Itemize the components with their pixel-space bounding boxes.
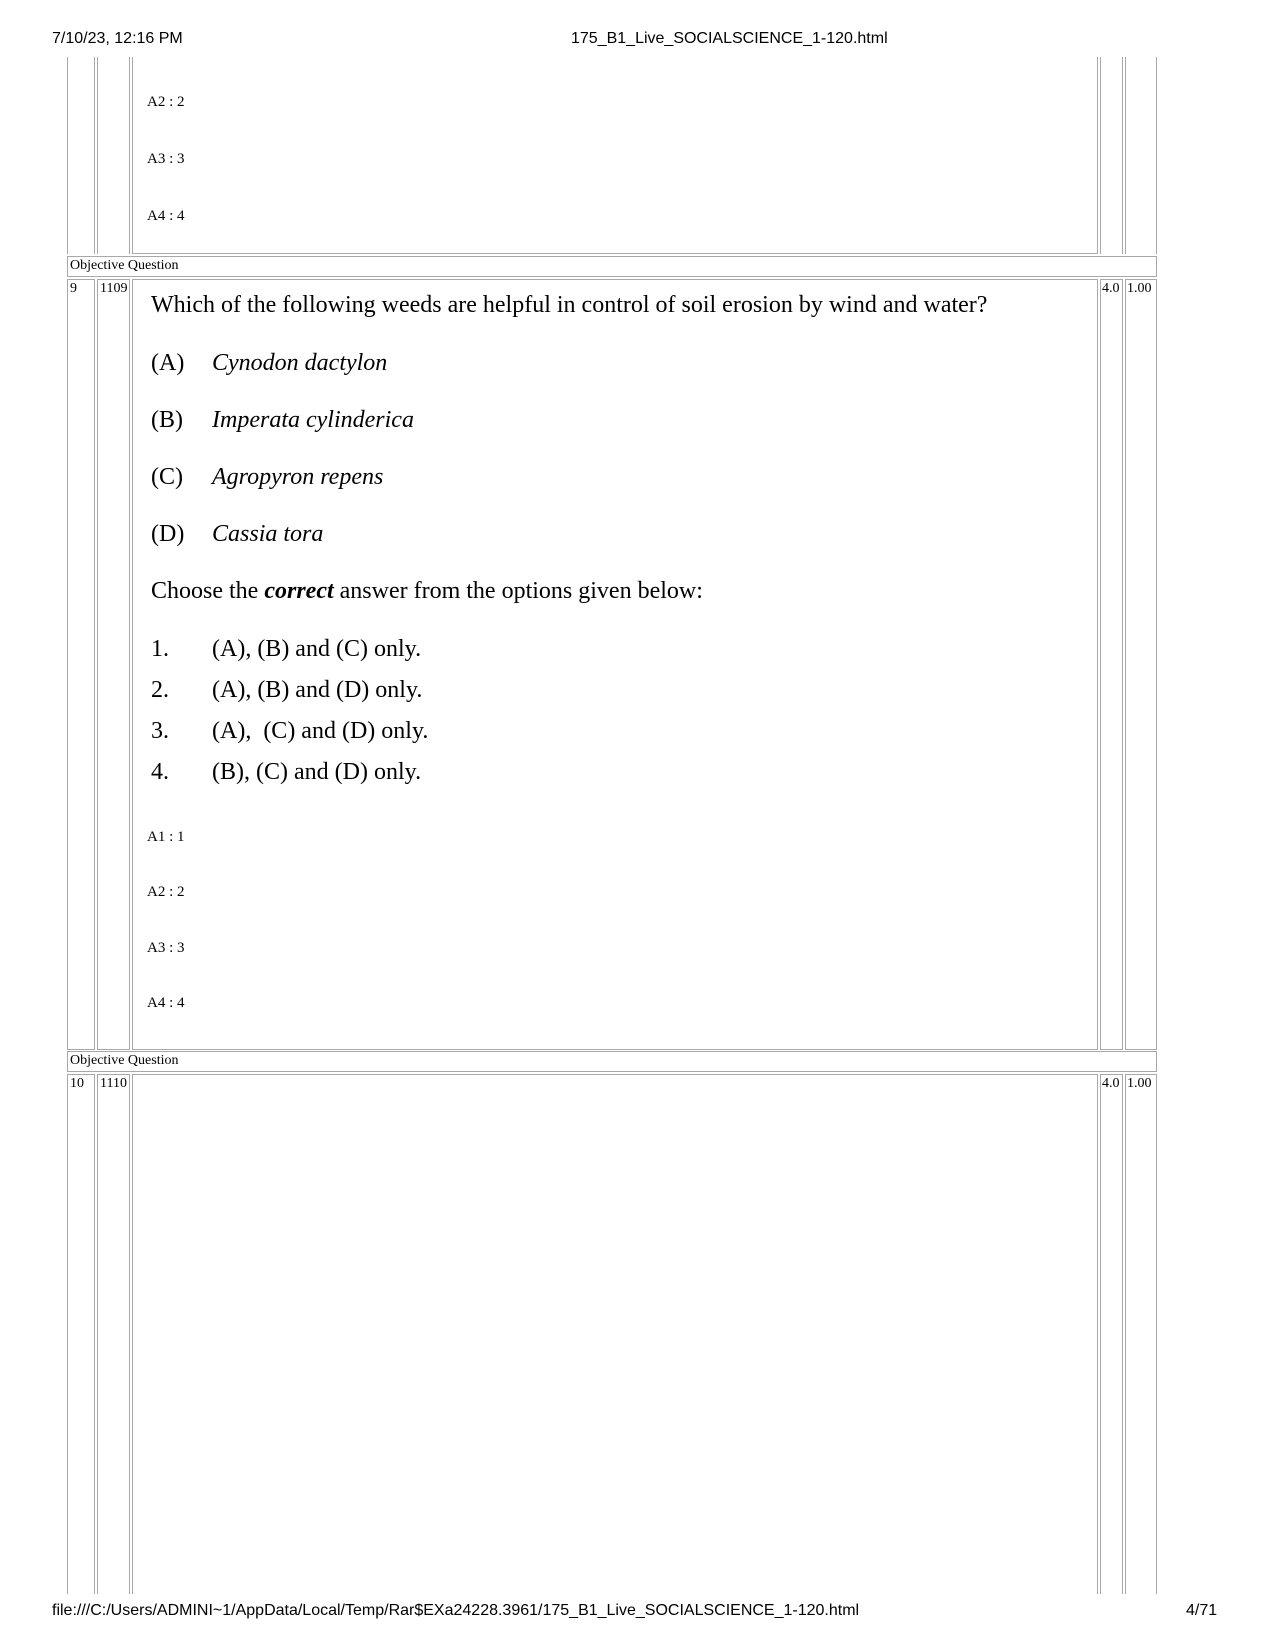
answer-option: A2 : 2	[147, 884, 185, 900]
choice-text: (A), (C) and (D) only.	[212, 718, 429, 744]
page-indicator: 4/71	[1186, 1602, 1218, 1619]
choice-text: (A), (B) and (C) only.	[212, 636, 422, 662]
instruction-post: answer from the options given below:	[333, 578, 703, 604]
option-text: Imperata cylinderica	[212, 407, 414, 433]
question-cell	[132, 279, 1098, 1050]
answer-option: A3 : 3	[147, 940, 185, 956]
question-cell	[132, 1074, 1098, 1594]
question-type-label: Objective Question	[70, 258, 179, 273]
serial-cell	[67, 279, 95, 1050]
option-text: Cassia tora	[212, 521, 324, 547]
marks-cell	[1100, 1074, 1123, 1594]
option-label: (A)	[151, 350, 185, 376]
question-marks: 4.0	[1102, 1076, 1120, 1091]
serial-cell	[67, 57, 95, 254]
id-cell	[97, 279, 130, 1050]
choice-number: 1.	[151, 636, 169, 662]
negative-cell	[1125, 1074, 1157, 1594]
id-cell	[97, 57, 130, 254]
question-id: 1109	[100, 281, 128, 296]
instruction-emphasis: correct	[264, 578, 334, 604]
serial-cell	[67, 1074, 95, 1594]
question-type-label: Objective Question	[70, 1053, 179, 1068]
question-serial: 9	[70, 281, 77, 296]
negative-cell	[1125, 279, 1157, 1050]
choice-number: 4.	[151, 759, 169, 785]
answer-instruction	[151, 578, 703, 605]
choice-number: 3.	[151, 718, 169, 744]
question-stem: Which of the following weeds are helpful in control of soil erosion by wind and water?	[151, 292, 988, 318]
option-label: (D)	[151, 521, 185, 547]
question-id: 1110	[100, 1076, 127, 1091]
answer-option: A4 : 4	[147, 995, 185, 1011]
document-title: 175_B1_Live_SOCIALSCIENCE_1-120.html	[571, 30, 888, 47]
option-text: Cynodon dactylon	[212, 350, 388, 376]
option-label: (B)	[151, 407, 183, 433]
negative-marks: 1.00	[1127, 281, 1152, 296]
print-date: 7/10/23, 12:16 PM	[52, 30, 183, 47]
answer-option: A3 : 3	[147, 151, 185, 167]
question-marks: 4.0	[1102, 281, 1120, 296]
instruction-pre: Choose the	[151, 578, 265, 604]
marks-cell	[1100, 279, 1123, 1050]
option-text: Agropyron repens	[212, 464, 384, 490]
id-cell	[97, 1074, 130, 1594]
choice-text: (A), (B) and (D) only.	[212, 677, 423, 703]
negative-cell	[1125, 57, 1157, 254]
file-url: file:///C:/Users/ADMINI~1/AppData/Local/Temp/Rar$EXa24228.3961/175_B1_Live_SOCIALSCIENCE_1-120.html	[52, 1602, 860, 1619]
question-serial: 10	[70, 1076, 84, 1091]
answer-option: A1 : 1	[147, 829, 185, 845]
choice-text: (B), (C) and (D) only.	[212, 759, 422, 785]
question-cell	[132, 57, 1098, 254]
answer-option: A2 : 2	[147, 94, 185, 110]
option-label: (C)	[151, 464, 183, 490]
question-type-row	[67, 256, 1157, 277]
marks-cell	[1100, 57, 1123, 254]
negative-marks: 1.00	[1127, 1076, 1152, 1091]
choice-number: 2.	[151, 677, 169, 703]
answer-option: A4 : 4	[147, 208, 185, 224]
question-type-row	[67, 1051, 1157, 1072]
